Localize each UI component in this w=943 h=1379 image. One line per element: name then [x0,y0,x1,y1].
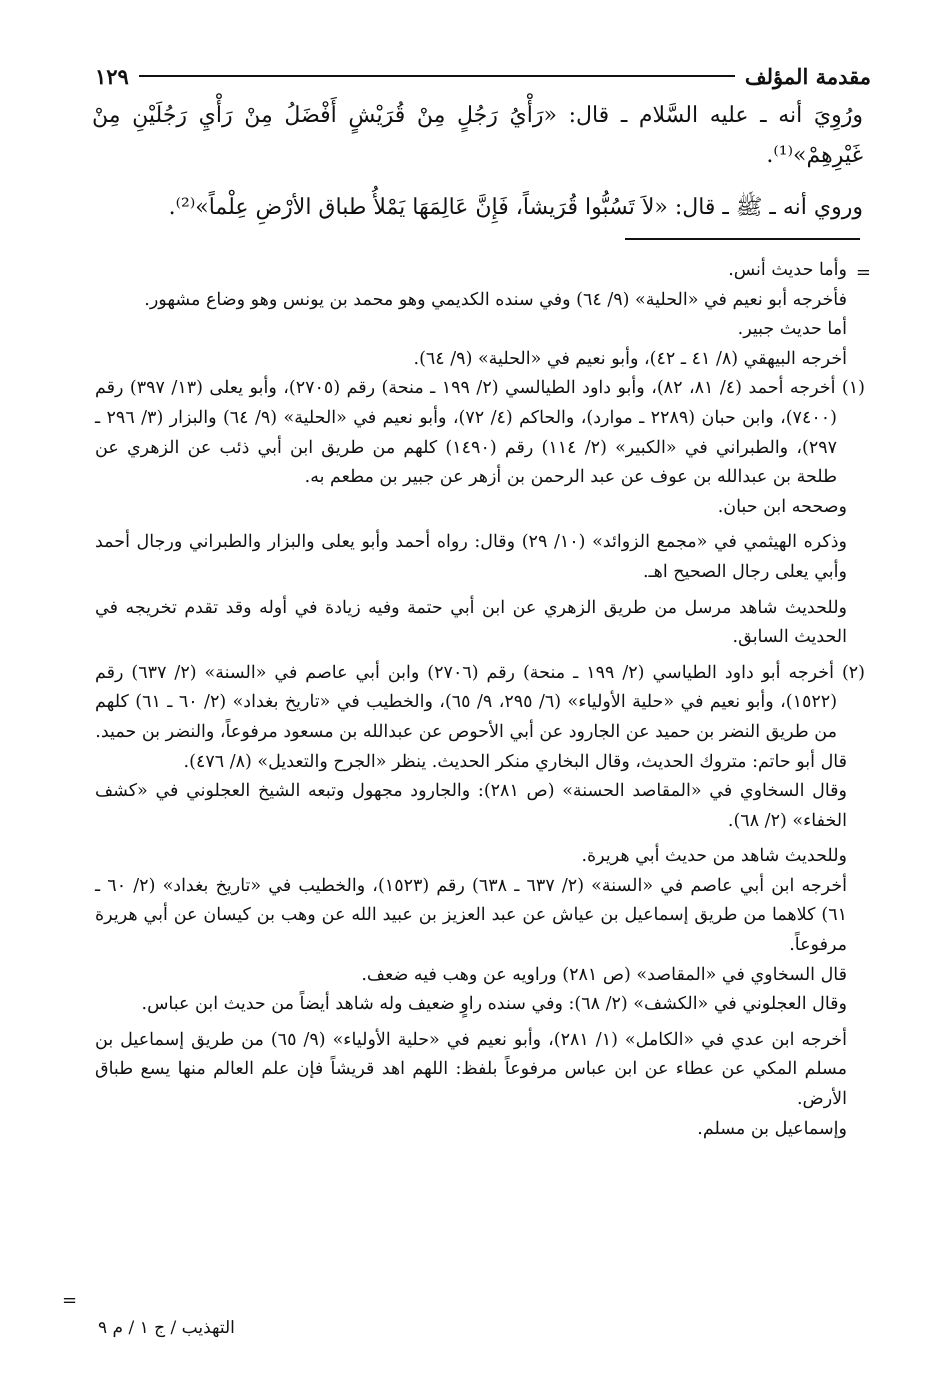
footnote-line: وقال السخاوي في «المقاصد الحسنة» (ص ٢٨١): والجارود مجهول وتبعه الشيخ العجلوني في «كشف الخفاء» (٢/ ٦٨). [95,781,848,831]
main-paragraph: ورُوِيَ أنه ـ عليه السَّلام ـ قال: «رَأْيُ رَجُلٍ مِنْ قُرَيْشٍ أَفْضَلُ مِنْ رَأْيِ رَجُلَيْنِ مِنْ غَيْرِهِمْ»⁽¹⁾. [92,103,863,168]
footnote-line: وإسماعيل بن مسلم. [697,1118,847,1139]
page-number: ١٢٩ [95,63,129,89]
chapter-title: مقدمة المؤلف [744,63,871,89]
footnote-line: وللحديث شاهد مرسل من طريق الزهري عن ابن أبي حتمة وفيه زيادة في أوله وقد تقدم تخريجه في الحديث السابق. [95,597,847,648]
continuation-mark: = [855,262,871,283]
footnote-line: قال السخاوي في «المقاصد» (ص ٢٨١) وراويه عن وهب فيه ضعف. [361,964,847,985]
footnotes [95,256,865,1144]
bottom-continuation-mark: = [62,1290,78,1311]
footnote-line: وللحديث شاهد من حديث أبي هريرة. [581,846,847,867]
header-rule [139,75,735,77]
footnote-line: وصححه ابن حبان. [717,496,847,517]
printer-signature: التهذيب / ج ١ / م ٩ [98,1318,235,1338]
footnote-line: فأخرجه أبو نعيم في «الحلية» (٩/ ٦٤) وفي سنده الكديمي وهو محمد بن يونس وهو وضاع مشهور. [144,289,847,310]
footnote-line: أخرجه البيهقي (٨/ ٤١ ـ ٤٢)، وأبو نعيم في «الحلية» (٩/ ٦٤). [413,348,847,369]
main-paragraph: وروي أنه ـ ﷺ ـ قال: «لاَ تَسُبُّوا قُرَيشاً، فَإِنَّ عَالِمَهَا يَمْلأُ طباق الأرْضِ عِلْماً»⁽²⁾. [168,195,863,220]
footnote-line: وأما حديث أنس. [728,260,847,280]
footnote-line: أما حديث جبير. [737,319,847,340]
footnote-line: أخرجه ابن أبي عاصم في «السنة» (٢/ ٦٣٧ ـ ٦٣٨) رقم (١٥٢٣)، والخطيب في «تاريخ بغداد» (٢/ ٦٠ ـ ٦١) كلاهما من طريق إسماعيل بن عياش عن عبد العزيز بن عبيد الله عن وهب بن كيسان عن أبي هريرة مرفوعاً. [95,875,847,956]
footnote-line: قال أبو حاتم: متروك الحديث، وقال البخاري منكر الحديث. ينظر «الجرح والتعديل» (٨/ ٤٧٦). [183,751,847,772]
footnote-line: وذكره الهيثمي في «مجمع الزوائد» (١٠/ ٢٩) وقال: رواه أحمد وأبو يعلى والبزار والطبراني ورجال أحمد وأبي يعلى رجال الصحيح اهـ. [95,532,847,582]
main-text [92,96,863,228]
footnote-line: أخرجه ابن عدي في «الكامل» (١/ ٢٨١)، وأبو نعيم في «حلية الأولياء» (٩/ ٦٥) من طريق إسماعيل بن مسلم المكي عن عطاء عن ابن عباس مرفوعاً بلفظ: اللهم اهد قريشاً فإن علم العالم منها يسع طباق الأرض. [95,1029,847,1110]
footnote-line: وقال العجلوني في «الكشف» (٢/ ٦٨): وفي سنده راوٍ ضعيف وله شاهد أيضاً من حديث ابن عباس. [141,994,847,1015]
footnote-1: (١) أخرجه أحمد (٤/ ٨١، ٨٢)، وأبو داود الطيالسي (٢/ ١٩٩ ـ منحة) رقم (٢٧٠٥)، وأبو يعلى (١٣/ ٣٩٧) رقم (٧٤٠٠)، وابن حبان (٢٢٨٩ ـ موارد)، والحاكم (٤/ ٧٢)، وأبو نعيم في «الحلية» (٩/ ٦٤) والبزار (٣/ ٢٩٦ ـ ٢٩٧)، والطبراني في «الكبير» (٢/ ١١٤) رقم (١٤٩٠) كلهم من طريق ابن أبي ذئب عن الزهري عن طلحة بن عبدالله بن عوف عن عبد الرحمن بن أزهر عن جبير بن مطعم به. [95,378,865,488]
footnote-2: (٢) أخرجه أبو داود الطياسي (٢/ ١٩٩ ـ منحة) رقم (٢٧٠٦) وابن أبي عاصم في «السنة» (٢/ ٦٣٧) رقم (١٥٢٢)، وأبو نعيم في «حلية الأولياء» (٦/ ٢٩٥، ٩/ ٦٥)، والخطيب في «تاريخ بغداد» (٢/ ٦٠ ـ ٦١) كلهم من طريق النضر بن حميد عن الجارود عن أبي الأحوص عن عبدالله بن مسعود مرفوعاً، والنضر بن حميد. [95,662,865,742]
running-header [95,58,871,94]
footnote-separator [625,238,860,240]
